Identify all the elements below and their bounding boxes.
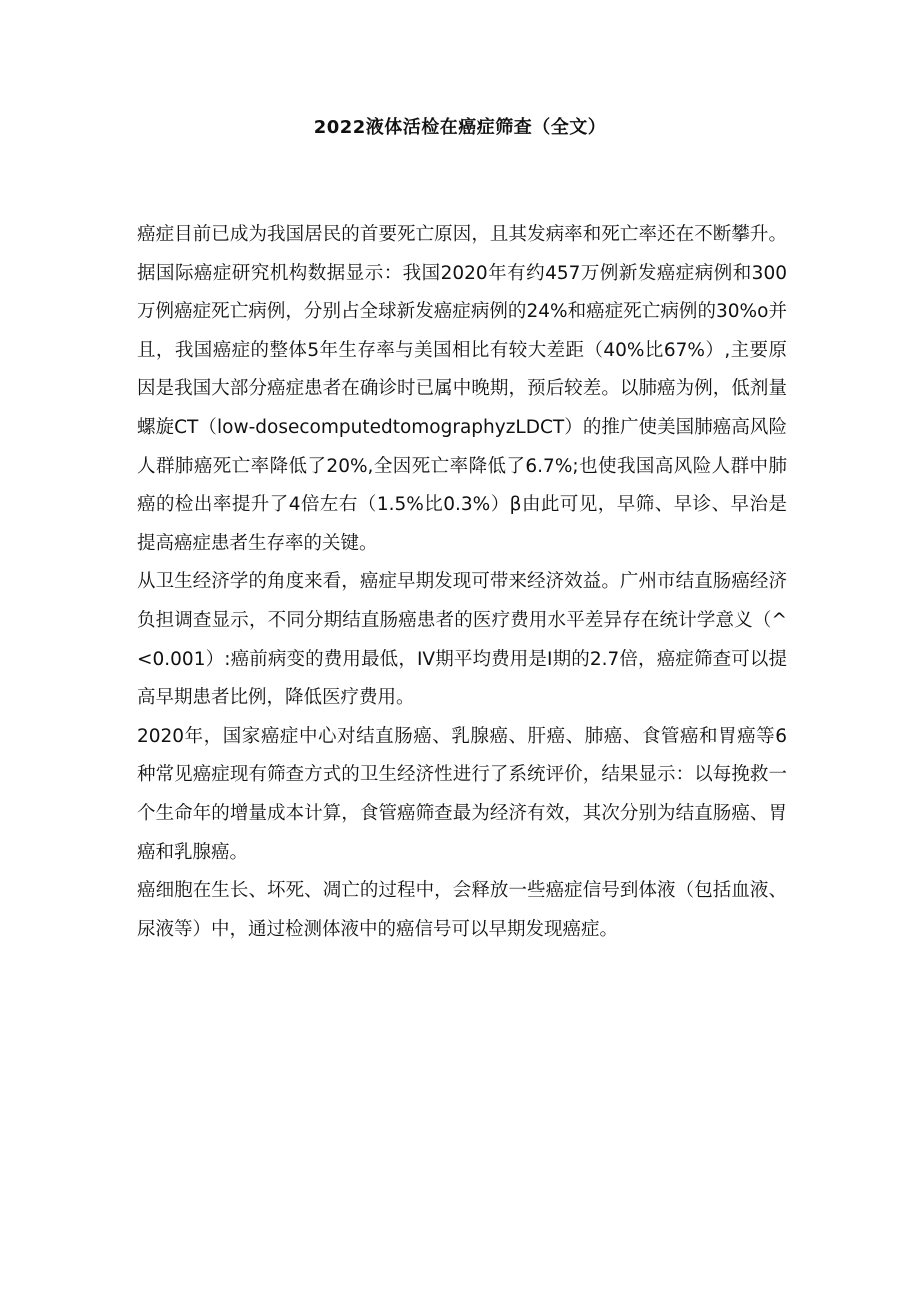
paragraph-cancer-burden: 癌症目前已成为我国居民的首要死亡原因，且其发病率和死亡率还在不断攀升。据国际癌症研究机构数据显示：我国2020年有约457万例新发癌症病例和300万例癌症死亡病例，分别占全球新发癌症病例的24%和癌症死亡病例的30%o并且，我国癌症的整体5年生存率与美国相比有较大差距（40%比67%）,主要原因是我国大部分癌症患者在确诊时已属中晚期，预后较差。以肺癌为例，低剂量螺旋CT（low-dosecomputedtomographyzLDCT）的推广使美国肺癌高风险人群肺癌死亡率降低了20%,全因死亡率降低了6.7%;也使我国高风险人群中肺癌的检出率提升了4倍左右（1.5%比0.3%）β由此可见，早筛、早诊、早治是提高癌症患者生存率的关键。	[137, 224, 787, 554]
document-title: 2022液体活检在癌症筛查（全文）	[313, 117, 607, 138]
paragraph-health-economics: 从卫生经济学的角度来看，癌症早期发现可带来经济效益。广州市结直肠癌经济负担调查显示，不同分期结直肠癌患者的医疗费用水平差异存在统计学意义（^<0.001）:癌前病变的费用最低，IV期平均费用是I期的2.7倍，癌症筛查可以提高早期患者比例，降低医疗费用。	[137, 571, 787, 709]
document-body	[137, 216, 787, 949]
paragraph-screening-evaluation: 2020年，国家癌症中心对结直肠癌、乳腺癌、肝癌、肺癌、食管癌和胃癌等6种常见癌症现有筛查方式的卫生经济性进行了系统评价，结果显示：以每挽救一个生命年的增量成本计算，食管癌筛查最为经济有效，其次分别为结直肠癌、胃癌和乳腺癌。	[137, 725, 787, 863]
paragraph-liquid-biopsy-signals: 癌细胞在生长、坏死、凋亡的过程中，会释放一些癌症信号到体液（包括血液、尿液等）中，通过检测体液中的癌信号可以早期发现癌症。	[137, 880, 787, 940]
